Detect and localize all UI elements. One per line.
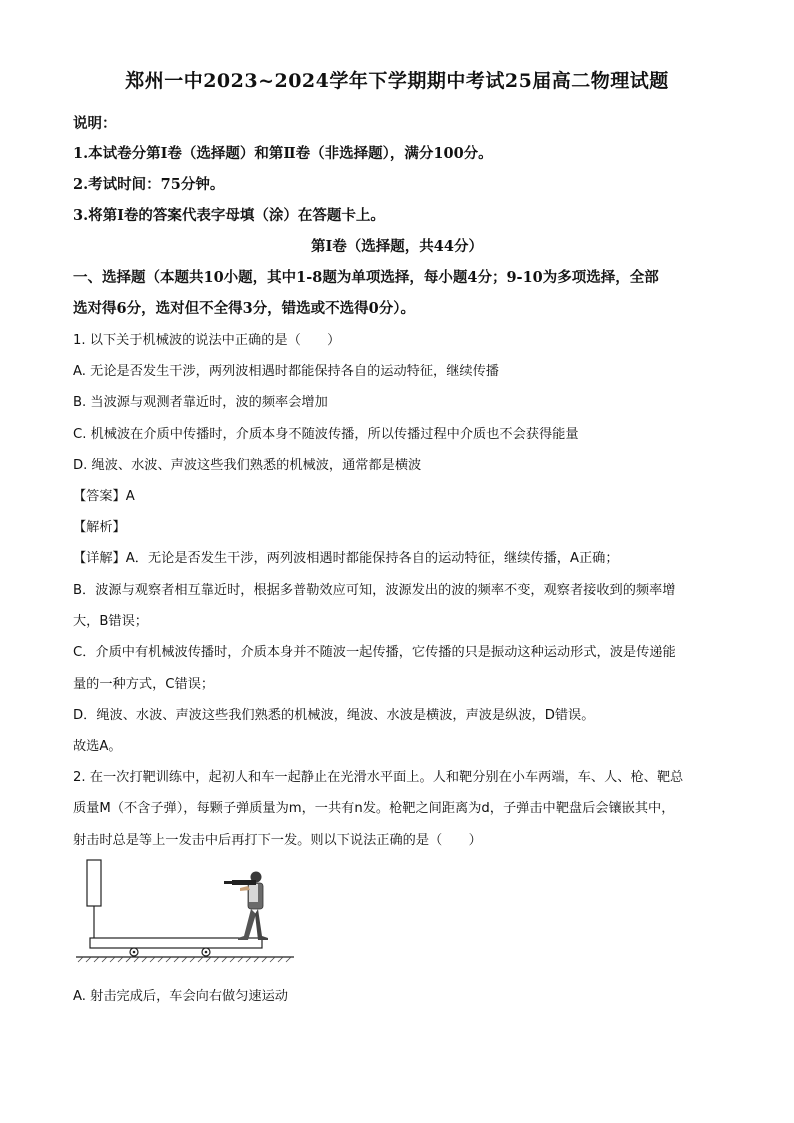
cart-wheel-right-hub <box>205 951 208 954</box>
cart-wheel-left-hub <box>133 951 136 954</box>
q2-stem-line-2: 质量M（不含子弹），每颗子弹质量为m，一共有n发。枪靶之间距离为d，子弹击中靶盘后会镶嵌其中， <box>73 801 675 816</box>
notes-heading: 说明： <box>73 115 117 132</box>
q1-option-a: A. 无论是否发生干涉，两列波相遇时都能保持各自的运动特征，继续传播 <box>73 364 499 379</box>
shooter-person <box>224 872 268 941</box>
answer-tag: 【答案】 <box>73 489 126 504</box>
note-item-1: 1.本试卷分第Ⅰ卷（选择题）和第Ⅱ卷（非选择题），满分100分。 <box>73 145 493 162</box>
note-item-3: 3.将第Ⅰ卷的答案代表字母填（涂）在答题卡上。 <box>73 207 385 224</box>
detail-text: A．无论是否发生干涉，两列波相遇时都能保持各自的运动特征，继续传播，A正确； <box>125 551 619 566</box>
q1-detail-line-6: D．绳波、水波、声波这些我们熟悉的机械波，绳波、水波是横波，声波是纵波，D错误。 <box>73 708 595 723</box>
ground-hatching <box>78 957 291 962</box>
q1-option-c: C. 机械波在介质中传播时，介质本身不随波传播，所以传播过程中介质也不会获得能量 <box>73 427 579 442</box>
note-item-2: 2.考试时间：75分钟。 <box>73 176 225 193</box>
part-heading-line-2: 选对得6分，选对但不全得3分，错选或不选得0分）。 <box>73 300 416 317</box>
detail-tag: 【详解】 <box>73 551 126 566</box>
shooting-cart-figure <box>72 858 302 968</box>
q1-detail-line-2: B．波源与观察者相互靠近时，根据多普勒效应可知，波源发出的波的频率不变，观察者接收到的频率增 <box>73 583 676 598</box>
q1-detail-line-5: 量的一种方式，C错误； <box>73 677 215 692</box>
q1-detail-line-4: C．介质中有机械波传播时，介质本身并不随波一起传播，它传播的只是振动这种运动形式，波是传递能 <box>73 645 676 660</box>
cart-platform <box>90 938 262 948</box>
section-title: 第Ⅰ卷（选择题，共44分） <box>311 238 483 255</box>
q1-detail-line-7: 故选A。 <box>73 739 122 754</box>
q1-answer <box>73 485 135 504</box>
q2-option-a: A. 射击完成后，车会向右做匀速运动 <box>73 989 288 1004</box>
part-heading-line-1: 一、选择题（本题共10小题，其中1-8题为单项选择，每小题4分；9-10为多项选择，全部 <box>73 269 659 286</box>
q2-stem-line-1: 2. 在一次打靶训练中，起初人和车一起静止在光滑水平面上。人和靶分别在小车两端，车、人、枪、靶总 <box>73 770 684 785</box>
exam-title: 郑州一中2023~2024学年下学期期中考试25届高二物理试题 <box>125 70 669 92</box>
answer-value: A <box>125 489 135 504</box>
q1-analysis-tag: 【解析】 <box>73 520 126 535</box>
q1-stem: 1. 以下关于机械波的说法中正确的是（ ） <box>73 333 341 348</box>
target-board <box>87 860 101 906</box>
q1-detail-line-3: 大，B错误； <box>73 614 148 629</box>
q1-option-b: B. 当波源与观测者靠近时，波的频率会增加 <box>73 395 328 410</box>
q1-option-d: D. 绳波、水波、声波这些我们熟悉的机械波，通常都是横波 <box>73 458 422 473</box>
q1-detail-line-1 <box>73 547 619 566</box>
q2-stem-line-3: 射击时总是等上一发击中后再打下一发。则以下说法正确的是（ ） <box>73 833 482 848</box>
